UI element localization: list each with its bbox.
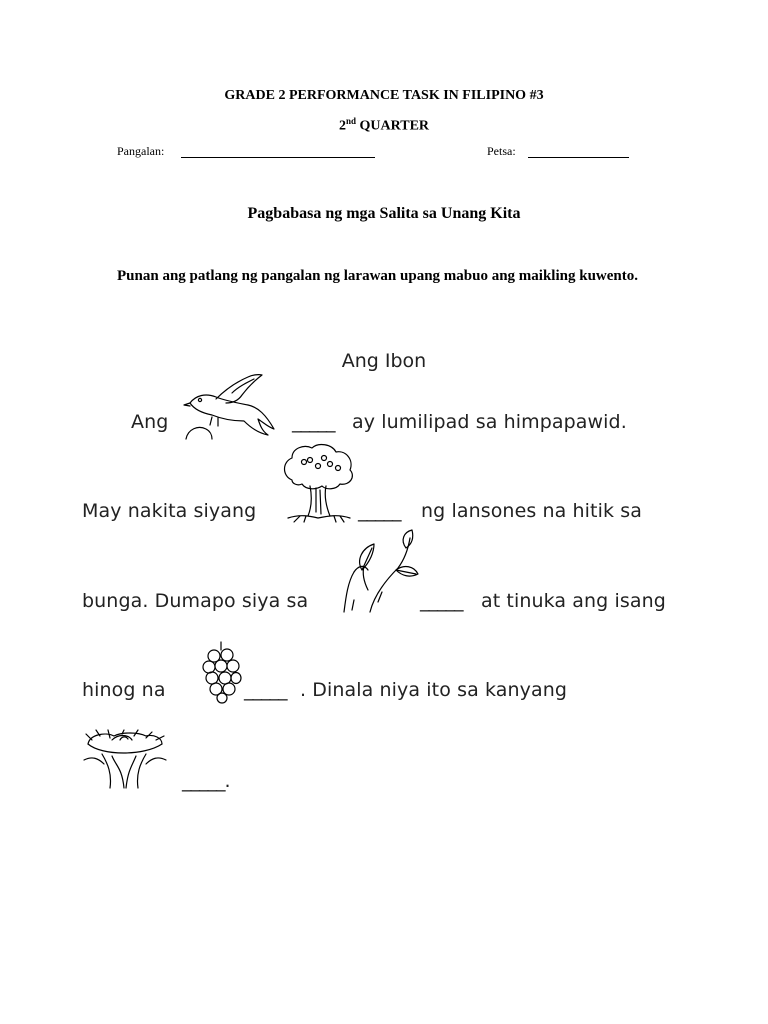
date-field[interactable] <box>528 157 629 158</box>
line2-end: ng lansones na hitik sa <box>421 500 642 522</box>
story-title: Ang Ibon <box>341 350 427 372</box>
line4-end: . Dinala niya ito sa kanyang <box>300 679 567 701</box>
line1-start: Ang <box>131 411 169 433</box>
lanzones-fruit-icon <box>200 642 242 704</box>
line4-start: hinog na <box>82 679 166 701</box>
bird-icon <box>182 373 282 441</box>
blank-5[interactable]: _____ <box>182 770 225 792</box>
line3-start: bunga. Dumapo siya sa <box>82 590 309 612</box>
quarter-suffix: nd <box>345 116 356 126</box>
date-label: Petsa: <box>487 144 516 158</box>
name-label: Pangalan: <box>117 144 165 158</box>
quarter-number: 2 <box>338 118 346 134</box>
line5 <box>182 770 231 792</box>
blank-4[interactable]: _____ <box>244 679 287 701</box>
name-field[interactable] <box>181 157 375 158</box>
blank-2[interactable]: _____ <box>358 500 401 522</box>
line5-end: . <box>224 770 231 792</box>
worksheet-title: GRADE 2 PERFORMANCE TASK IN FILIPINO #3 <box>224 88 544 103</box>
quarter-heading <box>0 116 768 135</box>
section-title: Pagbabasa ng mga Salita sa Unang Kita <box>247 205 521 222</box>
line3-end: at tinuka ang isang <box>481 590 666 612</box>
tree-icon <box>280 442 356 524</box>
instructions: Punan ang patlang ng pangalan ng larawan upang mabuo ang maikling kuwento. <box>117 268 639 284</box>
nest-icon <box>82 730 168 790</box>
quarter-word: QUARTER <box>359 118 430 134</box>
blank-3[interactable]: _____ <box>420 590 463 612</box>
line1-end: ay lumilipad sa himpapawid. <box>352 411 627 433</box>
blank-1[interactable]: _____ <box>292 411 335 433</box>
line2-start: May nakita siyang <box>82 500 257 522</box>
branch-icon <box>340 530 420 614</box>
